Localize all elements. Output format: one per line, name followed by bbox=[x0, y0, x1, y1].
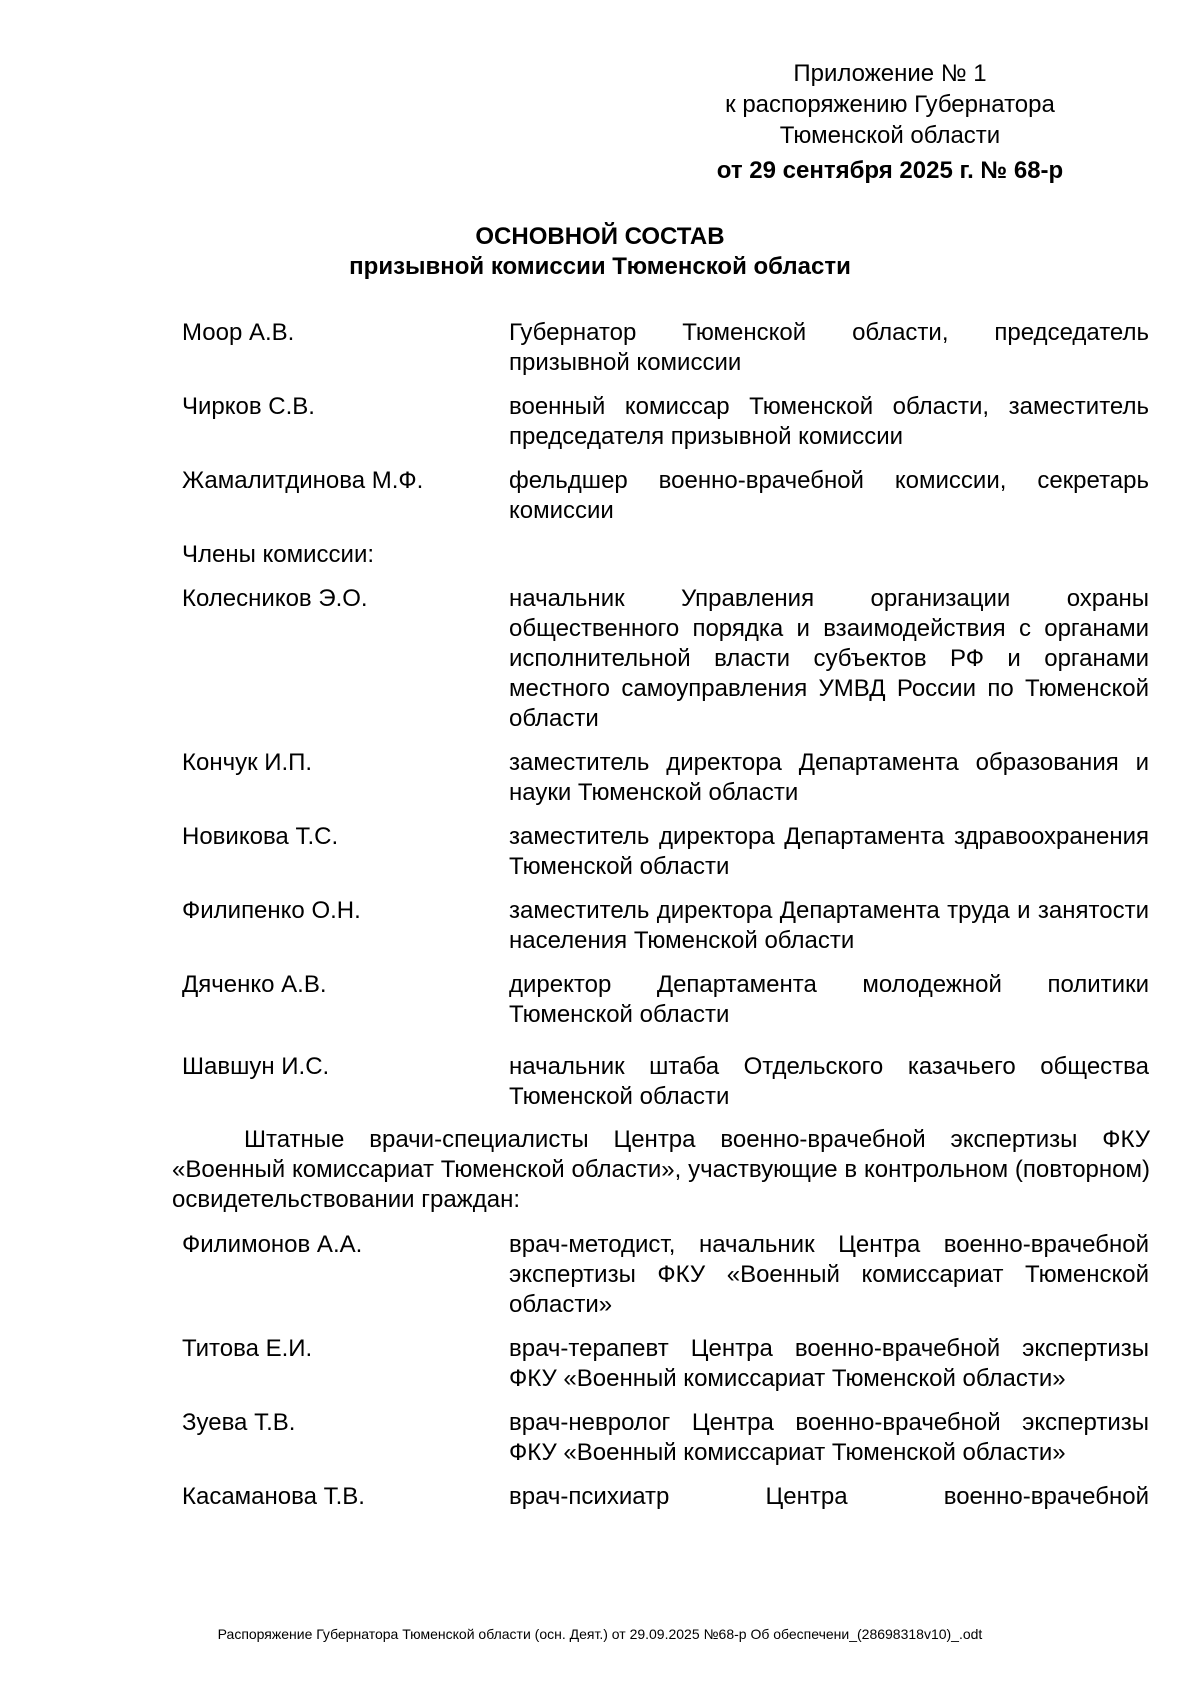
member-position: Губернатор Тюменской области, председатель призывной комиссии bbox=[509, 319, 1149, 376]
appendix-region: Тюменской области bbox=[779, 122, 1001, 149]
member-name: Шавшун И.С. bbox=[182, 1053, 330, 1080]
page-footer: Распоряжение Губернатора Тюменской области (осн. Деят.) от 29.09.2025 №68-р Об обеспечени_(28698318v10)_.odt bbox=[217, 1626, 983, 1642]
doctor-row bbox=[182, 1408, 1150, 1468]
appendix-header bbox=[660, 58, 1120, 186]
doctor-name: Филимонов А.А. bbox=[182, 1231, 363, 1258]
member-row bbox=[182, 318, 1150, 378]
doctor-name: Зуева Т.В. bbox=[182, 1409, 296, 1436]
doctor-row bbox=[182, 1482, 1150, 1512]
title-line-1: ОСНОВНОЙ СОСТАВ bbox=[475, 223, 725, 250]
doctor-row bbox=[182, 1230, 1150, 1320]
member-name: Дяченко А.В. bbox=[182, 971, 327, 998]
doctor-position: врач-терапевт Центра военно-врачебной экспертизы ФКУ «Военный комиссариат Тюменской области» bbox=[509, 1335, 1149, 1392]
doctor-position: врач-психиатр Центра военно-врачебной bbox=[509, 1483, 1149, 1510]
member-row bbox=[182, 1052, 1150, 1112]
member-name: Жамалитдинова М.Ф. bbox=[182, 467, 424, 494]
doctor-position: врач-методист, начальник Центра военно-врачебной экспертизы ФКУ «Военный комиссариат Тюменской области» bbox=[509, 1231, 1149, 1318]
member-row bbox=[182, 584, 1150, 734]
member-name: Кончук И.П. bbox=[182, 749, 313, 776]
member-row bbox=[182, 466, 1150, 526]
member-position: заместитель директора Департамента здравоохранения Тюменской области bbox=[509, 823, 1149, 880]
member-position: начальник штаба Отдельского казачьего общества Тюменской области bbox=[509, 1053, 1149, 1110]
appendix-date: от 29 сентября 2025 г. № 68-р bbox=[716, 157, 1064, 184]
member-position: начальник Управления организации охраны общественного порядка и взаимодействия с органами исполнительной власти субъектов РФ и органами местного самоуправления УМВД России по Тюменской области bbox=[509, 585, 1149, 732]
member-name: Колесников Э.О. bbox=[182, 585, 368, 612]
title-line-2: призывной комиссии Тюменской области bbox=[349, 253, 851, 280]
members-label: Члены комиссии: bbox=[182, 541, 375, 568]
appendix-number: Приложение № 1 bbox=[793, 60, 987, 87]
doctor-name: Касаманова Т.В. bbox=[182, 1483, 365, 1510]
member-row bbox=[182, 822, 1150, 882]
document-title bbox=[0, 222, 1200, 282]
doctors-list bbox=[182, 1230, 1150, 1512]
member-row bbox=[182, 970, 1150, 1030]
member-name: Филипенко О.Н. bbox=[182, 897, 361, 924]
appendix-reference: к распоряжению Губернатора bbox=[725, 91, 1055, 118]
doctor-name: Титова Е.И. bbox=[182, 1335, 313, 1362]
member-position: заместитель директора Департамента труда и занятости населения Тюменской области bbox=[509, 897, 1149, 954]
member-row bbox=[182, 748, 1150, 808]
doctors-intro: Штатные врачи-специалисты Центра военно-врачебной экспертизы ФКУ «Военный комиссариат Тюменской области», участвующие в контрольном (повторном) освидетельствовании граждан: bbox=[172, 1126, 1150, 1213]
commission-composition bbox=[182, 318, 1150, 1112]
member-position: директор Департамента молодежной политики Тюменской области bbox=[509, 971, 1149, 1028]
member-position: фельдшер военно-врачебной комиссии, секретарь комиссии bbox=[509, 467, 1149, 524]
member-position: военный комиссар Тюменской области, заместитель председателя призывной комиссии bbox=[509, 393, 1149, 450]
member-name: Новикова Т.С. bbox=[182, 823, 339, 850]
member-position: заместитель директора Департамента образования и науки Тюменской области bbox=[509, 749, 1149, 806]
member-name: Моор А.В. bbox=[182, 319, 295, 346]
member-row bbox=[182, 392, 1150, 452]
member-row bbox=[182, 896, 1150, 956]
doctor-row bbox=[182, 1334, 1150, 1394]
doctor-position: врач-невролог Центра военно-врачебной экспертизы ФКУ «Военный комиссариат Тюменской области» bbox=[509, 1409, 1149, 1466]
member-name: Чирков С.В. bbox=[182, 393, 315, 420]
